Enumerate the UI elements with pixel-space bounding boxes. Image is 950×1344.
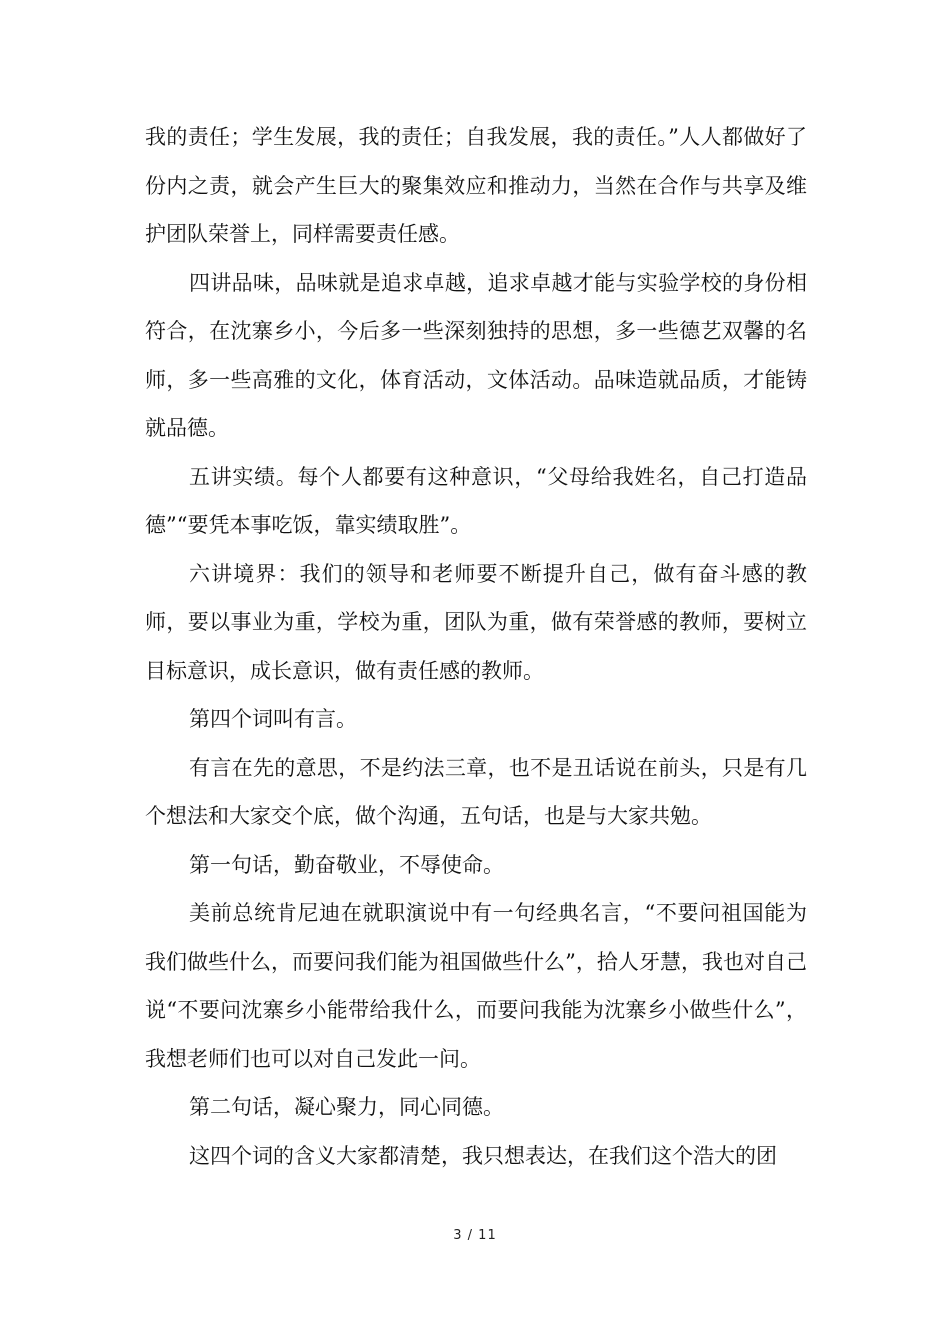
paragraph-4: 六讲境界：我们的领导和老师要不断提升自己，做有奋斗感的教师，要以事业为重，学校为重，团队为重，做有荣誉感的教师，要树立目标意识，成长意识，做有责任感的教师。 <box>145 561 807 683</box>
paragraph-2: 四讲品味，品味就是追求卓越，追求卓越才能与实验学校的身份相符合，在沈寨乡小，今后多一些深刻独持的思想，多一些德艺双馨的名师，多一些高雅的文化，体育活动，文体活动。品味造就品质，才能铸就品德。 <box>145 270 807 440</box>
paragraph-8: 美前总统肯尼迪在就职演说中有一句经典名言，“不要问祖国能为我们做些什么，而要问我们能为祖国做些什么”，拾人牙慧，我也对自己说“不要问沈寨乡小能带给我什么，而要问我能为沈寨乡小做些什么”，我想老师们也可以对自己发此一问。 <box>145 901 807 1071</box>
page-number: 3 / 11 <box>453 1228 497 1243</box>
paragraph-5: 第四个词叫有言。 <box>189 707 357 731</box>
paragraph-3: 五讲实绩。每个人都要有这种意识，“父母给我姓名，自己打造品德”“要凭本事吃饭，靠实绩取胜”。 <box>145 464 807 537</box>
paragraph-10: 这四个词的含义大家都清楚，我只想表达，在我们这个浩大的团 <box>189 1143 777 1168</box>
paragraph-6: 有言在先的意思，不是约法三章，也不是丑话说在前头，只是有几个想法和大家交个底，做个沟通，五句话，也是与大家共勉。 <box>145 755 807 828</box>
paragraph-1: 我的责任；学生发展，我的责任；自我发展，我的责任。”人人都做好了份内之责，就会产生巨大的聚集效应和推动力，当然在合作与共享及维护团队荣誉上，同样需要责任感。 <box>145 125 807 246</box>
paragraph-7: 第一句话，勤奋敬业，不辱使命。 <box>189 852 504 877</box>
paragraph-9: 第二句话，凝心聚力，同心同德。 <box>189 1095 504 1119</box>
document-body <box>145 113 807 1180</box>
